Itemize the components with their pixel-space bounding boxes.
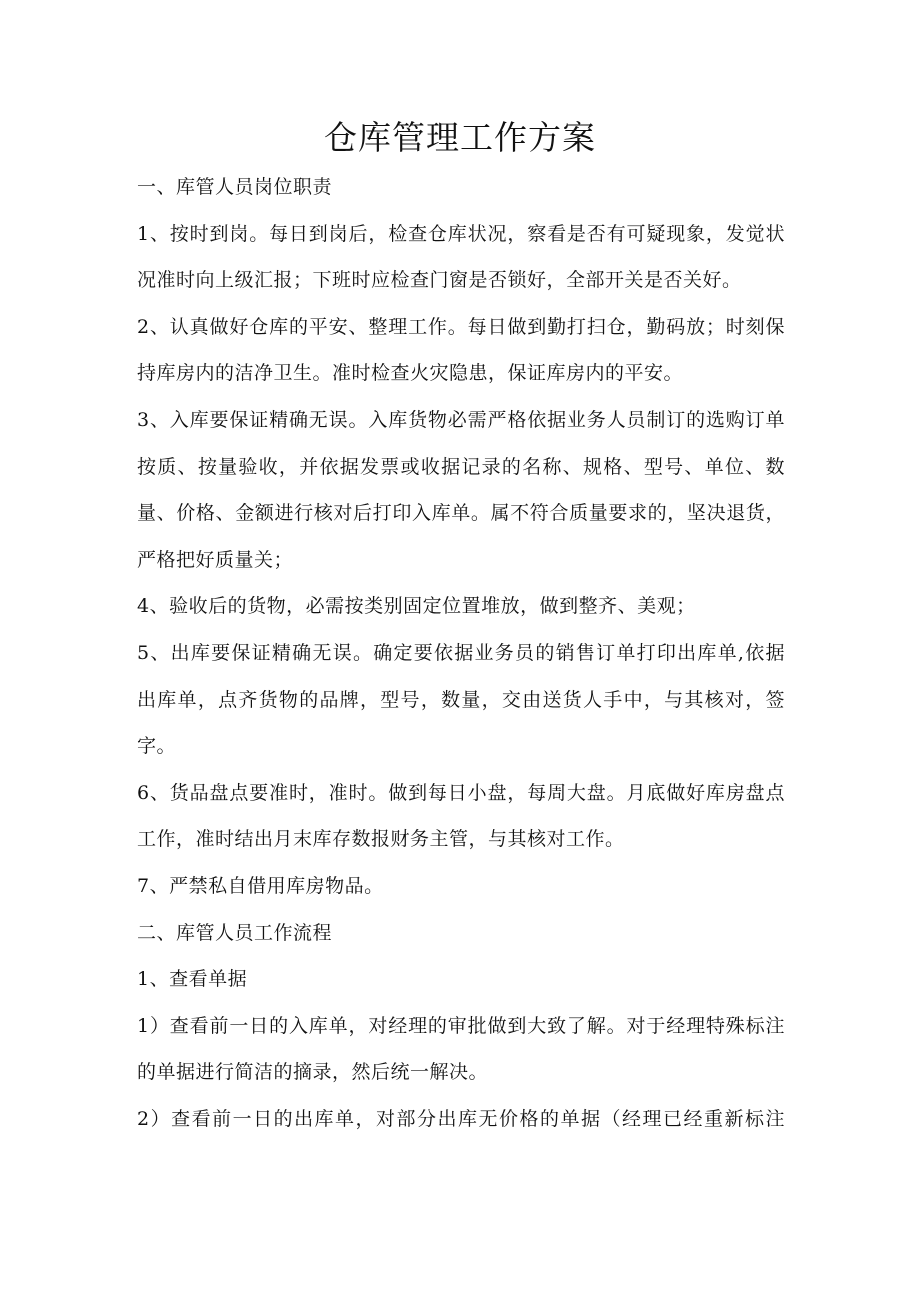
text-line: 1、按时到岗。每日到岗后，检查仓库状况，察看是否有可疑现象，发觉状 [137, 222, 785, 245]
text-line: 一、库管人员岗位职责 [137, 176, 333, 198]
text-line: 出库单，点齐货物的品牌，型号，数量，交由送货人手中，与其核对，签 [137, 688, 785, 711]
text-line: 2、认真做好仓库的平安、整理工作。每日做到勤打扫仓，勤码放；时刻保 [137, 315, 785, 338]
text-line: 6、货品盘点要准时，准时。做到每日小盘，每周大盘。月底做好库房盘点 [137, 781, 785, 804]
text-line: 严格把好质量关； [137, 548, 294, 571]
text-line: 1、查看单据 [137, 968, 248, 991]
text-line: 持库房内的洁净卫生。准时检查火灾隐患，保证库房内的平安。 [137, 362, 684, 385]
text-line: 字。 [137, 735, 177, 758]
text-line: 二、库管人员工作流程 [137, 921, 333, 944]
text-line: 1）查看前一日的入库单，对经理的审批做到大致了解。对于经理特殊标注 [137, 1014, 785, 1037]
text-line: 工作，准时结出月末库存数报财务主管，与其核对工作。 [137, 828, 625, 851]
text-line: 7、严禁私自借用库房物品。 [137, 874, 384, 897]
text-line: 按质、按量验收，并依据发票或收据记录的名称、规格、型号、单位、数 [137, 455, 785, 478]
text-line: 3、入库要保证精确无误。入库货物必需严格依据业务人员制订的选购订单 [137, 408, 785, 431]
text-line: 量、价格、金额进行核对后打印入库单。属不符合质量要求的，坚决退货， [137, 502, 785, 525]
text-line: 5、出库要保证精确无误。确定要依据业务员的销售订单打印出库单,依据 [137, 641, 785, 664]
document-title: 仓库管理工作方案 [324, 118, 596, 157]
text-line: 的单据进行简洁的摘录，然后统一解决。 [137, 1061, 489, 1084]
text-line: 况准时向上级汇报；下班时应检查门窗是否锁好，全部开关是否关好。 [137, 269, 742, 292]
text-line: 4、验收后的货物，必需按类别固定位置堆放，做到整齐、美观； [137, 595, 696, 618]
document-body [137, 164, 785, 1142]
text-line: 2）查看前一日的出库单，对部分出库无价格的单据（经理已经重新标注 [137, 1107, 785, 1130]
